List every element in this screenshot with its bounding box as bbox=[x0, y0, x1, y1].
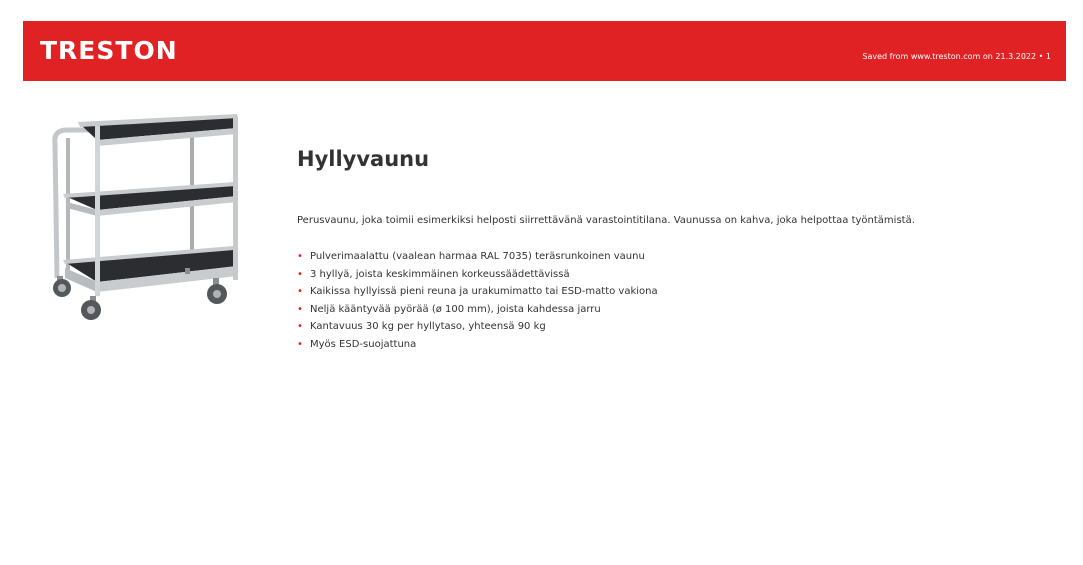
bullet-icon: • bbox=[297, 251, 303, 262]
feature-text: Kaikissa hyllyissä pieni reuna ja urakumimatto tai ESD-matto vakiona bbox=[310, 286, 658, 298]
shelf-trolley-image bbox=[45, 108, 245, 328]
feature-item bbox=[297, 301, 658, 319]
bullet-icon: • bbox=[297, 268, 303, 280]
feature-item bbox=[297, 248, 658, 266]
feature-item bbox=[297, 318, 658, 336]
treston-logo[interactable]: TRESTON bbox=[40, 36, 178, 65]
product-title: Hyllyvaunu bbox=[297, 147, 430, 171]
bullet-icon: • bbox=[297, 286, 303, 298]
page-header bbox=[23, 21, 1066, 81]
feature-item bbox=[297, 283, 658, 301]
bullet-icon: • bbox=[297, 303, 303, 315]
feature-item bbox=[297, 266, 658, 284]
product-description: Perusvaunu, joka toimii esimerkiksi helposti siirrettävänä varastointitilana. Vaunussa on kahva, joka helpottaa työntämistä. bbox=[297, 215, 915, 226]
feature-text: Pulverimaalattu (vaalean harmaa RAL 7035) teräsrunkoinen vaunu bbox=[310, 251, 645, 262]
bullet-icon: • bbox=[297, 321, 303, 333]
feature-text: 3 hyllyä, joista keskimmäinen korkeussäädettävissä bbox=[310, 268, 570, 280]
feature-text: Myös ESD-suojattuna bbox=[310, 338, 417, 350]
bullet-icon: • bbox=[297, 338, 303, 350]
feature-text: Neljä kääntyvää pyörää (ø 100 mm), joista kahdessa jarru bbox=[310, 303, 601, 315]
feature-list bbox=[297, 248, 658, 354]
feature-item bbox=[297, 336, 658, 354]
feature-text: Kantavuus 30 kg per hyllytaso, yhteensä 90 kg bbox=[310, 321, 546, 333]
saved-from-note: Saved from www.treston.com on 21.3.2022 • 1 bbox=[862, 52, 1051, 61]
